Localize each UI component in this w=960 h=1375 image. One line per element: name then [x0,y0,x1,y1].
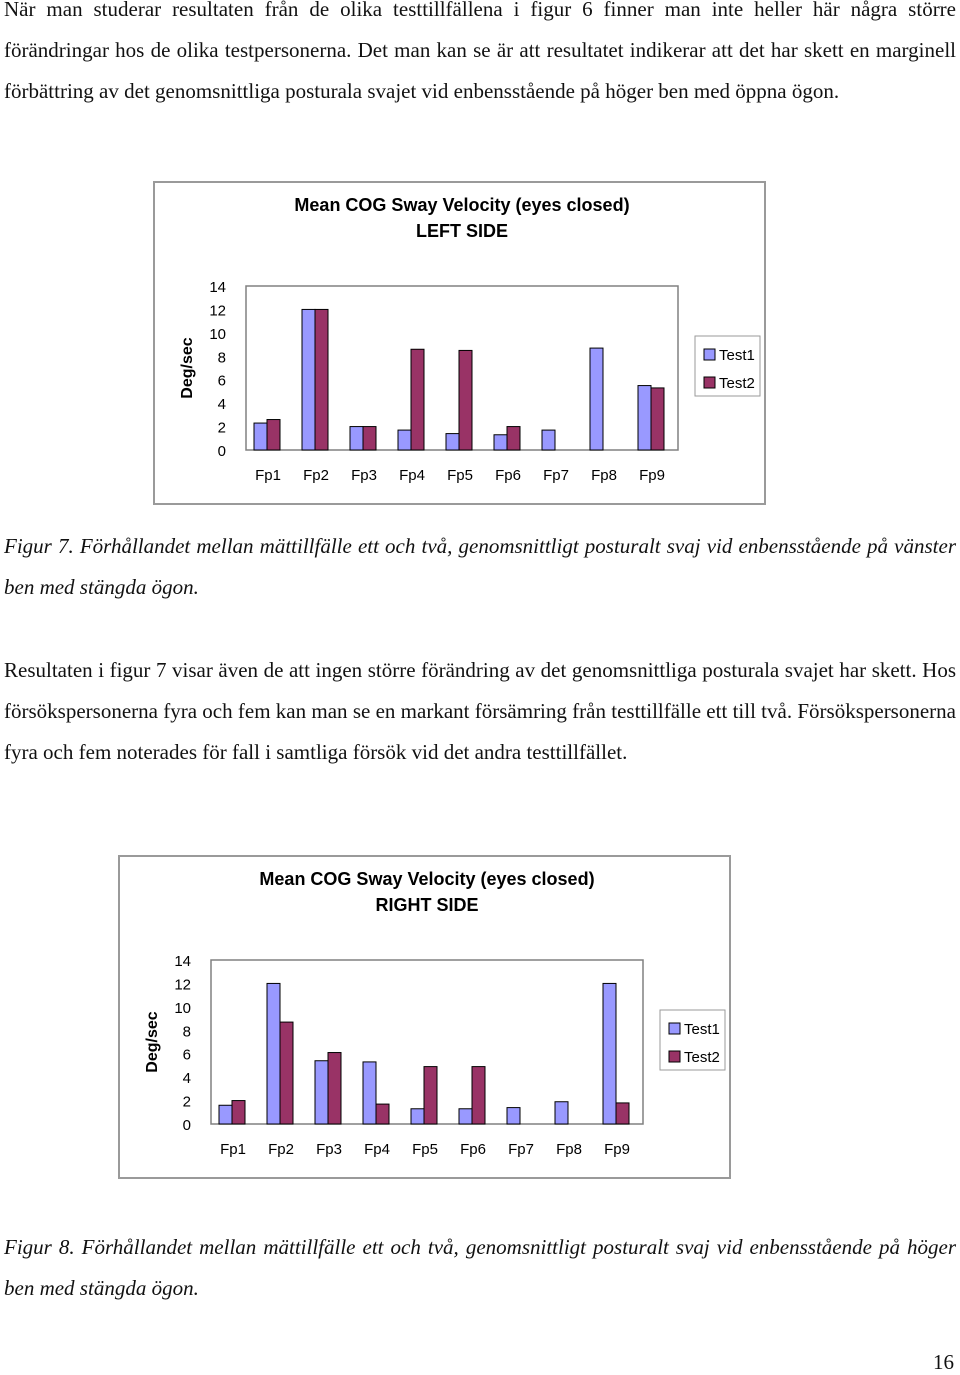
legend-swatch-test2 [669,1051,680,1062]
bar-test1-fp2 [267,983,280,1124]
y-tick-label: 2 [182,1093,191,1111]
bar-test1-fp7 [507,1108,520,1124]
x-tick-label: Fp1 [220,1141,246,1158]
y-tick-label: 0 [217,443,226,460]
x-tick-label: Fp2 [303,467,329,484]
bar-test2-fp6 [472,1067,485,1124]
x-tick-label: Fp9 [604,1141,630,1158]
bar-test2-fp5 [424,1067,437,1124]
x-tick-label: Fp9 [639,467,665,484]
legend-swatch-test1 [704,349,715,360]
chart-right-side-svg [120,857,729,1177]
chart-subtitle: LEFT SIDE [415,221,509,241]
x-tick-label: Fp2 [268,1141,294,1158]
chart-subtitle: RIGHT SIDE [375,895,479,915]
results-paragraph: Resultaten i figur 7 visar även de att ingen större förändring av det genomsnittliga posturala svajet har skett. Hos försökspersonerna fyra och fem kan man se en markant försämring från testtillfälle ett till två. Försökspersonerna fyra och fem noterades för fall i samtliga försök vid det andra testtillfället. [4,658,956,764]
bar-test1-fp8 [590,348,603,450]
x-tick-label: Fp7 [508,1141,534,1158]
y-axis-label: Deg/sec [144,1011,161,1073]
bar-test1-fp5 [446,434,459,450]
bar-test2-fp4 [411,349,424,450]
y-tick-label: 4 [217,396,226,414]
bar-test2-fp3 [328,1053,341,1124]
x-tick-label: Fp3 [351,467,377,484]
y-tick-label: 6 [182,1046,191,1064]
y-tick-label: 12 [209,302,226,320]
y-tick-label: 6 [217,372,226,390]
y-tick-label: 2 [217,419,226,437]
bar-test1-fp9 [603,983,616,1124]
legend-swatch-test2 [704,377,715,388]
x-tick-label: Fp7 [543,467,569,484]
bar-test1-fp9 [638,386,651,450]
chart-left-side-svg [155,183,764,503]
y-tick-label: 12 [174,976,191,994]
y-tick-label: 8 [182,1023,191,1041]
intro-paragraph: När man studerar resultaten från de olika testtillfällena i figur 6 finner man inte heller här några större förändringar hos de olika testpersonerna. Det man kan se är att resultatet indikerar att det har skett en marginell förbättring av det genomsnittliga posturala svajet vid enbensstående på höger ben med öppna ögon. [4,0,956,103]
x-tick-label: Fp5 [447,467,473,484]
bar-test1-fp6 [494,435,507,450]
page-number: 16 [933,1350,954,1374]
y-axis-label: Deg/sec [179,337,196,399]
bar-test1-fp6 [459,1109,472,1124]
bar-test2-fp5 [459,350,472,450]
legend-label-test1: Test1 [684,1021,720,1038]
y-tick-label: 10 [174,999,191,1017]
x-tick-label: Fp4 [364,1141,390,1158]
bar-test1-fp8 [555,1102,568,1124]
x-tick-label: Fp6 [495,467,521,484]
y-tick-label: 14 [209,279,226,296]
y-tick-label: 8 [217,349,226,367]
chart-title: Mean COG Sway Velocity (eyes closed) [259,869,595,889]
bar-test1-fp5 [411,1109,424,1124]
bar-test2-fp2 [315,309,328,450]
x-tick-label: Fp5 [412,1141,438,1158]
bar-test2-fp4 [376,1104,389,1124]
bar-test2-fp6 [507,427,520,450]
bar-test1-fp2 [302,309,315,450]
bar-test2-fp1 [267,420,280,450]
bar-test1-fp3 [315,1061,328,1124]
y-tick-label: 4 [182,1070,191,1088]
y-tick-label: 14 [174,953,191,970]
figure-8-chart [118,855,731,1179]
x-tick-label: Fp1 [255,467,281,484]
legend-swatch-test1 [669,1023,680,1034]
legend-label-test2: Test2 [719,375,755,392]
y-tick-label: 10 [209,325,226,343]
figure-7-caption: Figur 7. Förhållandet mellan mättillfälle ett och två, genomsnittligt posturalt svaj vid enbensstående på vänster ben med stängda ögon. [4,534,956,599]
chart-title: Mean COG Sway Velocity (eyes closed) [294,195,630,215]
y-tick-label: 0 [182,1117,191,1134]
bar-test1-fp1 [254,423,267,450]
x-tick-label: Fp8 [556,1141,582,1158]
bar-test1-fp1 [219,1105,232,1124]
x-tick-label: Fp8 [591,467,617,484]
x-tick-label: Fp4 [399,467,425,484]
bar-test1-fp4 [363,1062,376,1124]
bar-test1-fp4 [398,430,411,450]
bar-test2-fp1 [232,1101,245,1124]
legend-label-test1: Test1 [719,347,755,364]
bar-test2-fp3 [363,427,376,450]
bar-test2-fp2 [280,1022,293,1124]
bar-test1-fp7 [542,430,555,450]
figure-8-caption: Figur 8. Förhållandet mellan mättillfälle ett och två, genomsnittligt posturalt svaj vid enbensstående på höger ben med stängda ögon. [4,1235,956,1300]
legend-label-test2: Test2 [684,1049,720,1066]
x-tick-label: Fp3 [316,1141,342,1158]
bar-test1-fp3 [350,427,363,450]
x-tick-label: Fp6 [460,1141,486,1158]
figure-7-chart [153,181,766,505]
bar-test2-fp9 [651,388,664,450]
bar-test2-fp9 [616,1103,629,1124]
